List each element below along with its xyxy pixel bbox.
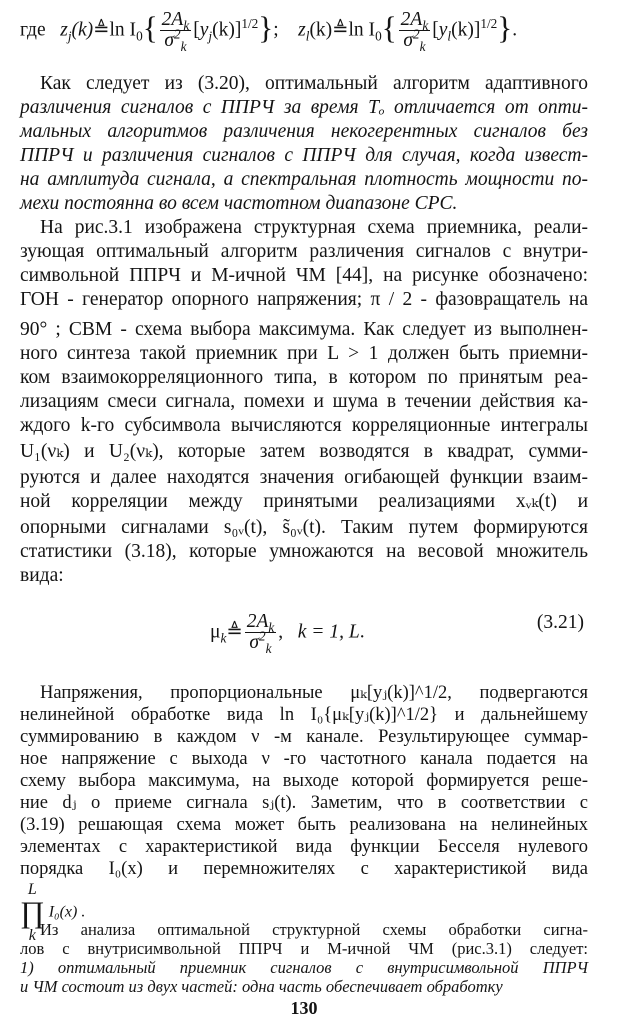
text-line: порядка I₀(x) и перемножителях с характеристикой вида — [20, 859, 588, 879]
text-line: элементах с характеристикой вида функции Бесселя нулевого — [20, 837, 588, 857]
product-formula: L ∏ k I₀(x) . — [20, 881, 86, 944]
text-line: Из анализа оптимальной структурной схемы обработки сигна- — [40, 920, 588, 939]
text-line: U₁(νₖ) и U₂(νₖ), которые затем возводятся в квадрат, сумми- — [20, 441, 588, 462]
text-line: ние dⱼ о приеме сигнала sⱼ(t). Заметим, что в соответствии с — [20, 793, 588, 813]
text-line: ком взаимокорреляционного типа, в котором по принятым реа- — [20, 367, 588, 388]
text-line: нелинейной обработке вида ln I₀{μₖ[yⱼ(k)]^1/2} и дальнейшему — [20, 705, 588, 725]
formula-top: где $z_j(k)≜\ln$ $I_0${ $\frac{2A_k}{\sigma^2_k}$ $[y_j(k)]^{1/2}$}; $z_l(k)≜\ln$ $I_0${ $\frac{2A_k}{\sigma^2_k}$ $[y_l(k)]^{1/2}$}. — [20, 9, 518, 55]
text-line: суммированию в каждом ν -м канале. Результирующее суммар- — [20, 727, 588, 747]
text-line: Как следует из (3.20), оптимальный алгоритм адаптивного — [40, 73, 588, 94]
text-line: лизациям смеси сигнала, помехи и шума в течении действия ка- — [20, 391, 588, 412]
text-line: зующая оптимальный алгоритм различения сигналов с внутри- — [20, 241, 588, 262]
text-line: руются и далее находятся значения огибающей функции взаим- — [20, 467, 588, 488]
text-line: Напряжения, пропорциональные μₖ[yⱼ(k)]^1/2, подвергаются — [40, 683, 588, 703]
text-line: ждого k-го субсимвола вычисляются корреляционные интегралы — [20, 415, 588, 436]
text-line: статистики (3.18), которые умножаются на весовой множитель — [20, 541, 588, 562]
text-line: 1) оптимальный приемник сигналов с внутрисимвольной ППРЧ — [20, 958, 588, 977]
text-line: различения сигналов с ППРЧ за время Tₒ отличается от опти- — [20, 97, 588, 118]
text-line: лов с внутрисимвольной ППРЧ и M-ичной ЧМ (рис.3.1) следует: — [20, 939, 588, 958]
page-number: 130 — [290, 998, 318, 1018]
text-line: ного синтеза такой приемник при L > 1 должен быть приемни- — [20, 343, 588, 364]
text-line: ной корреляции между принятыми реализациями xᵥₖ(t) и — [20, 491, 588, 512]
text-line: символьной ППРЧ и M-ичной ЧМ [44], на рисунке обозначено: — [20, 265, 588, 286]
text-line: ГОН - генератор опорного напряжения; π / 2 - фазовращатель на — [20, 289, 588, 310]
text-line: мехи постоянна во всем частотном диапазоне СРС. — [20, 193, 458, 214]
text-line: 90° ; СВМ - схема выбора максимума. Как следует из выполнен- — [20, 319, 588, 340]
text-line: схему выбора максимума, на выходе которой формируется реше- — [20, 771, 588, 791]
text-line: ное напряжение с выхода ν -го частотного канала подается на — [20, 749, 588, 769]
text-line: (3.19) решающая схема может быть реализована на нелинейных — [20, 815, 588, 835]
text-line: на амплитуда сигнала, а спектральная плотность мощности по- — [20, 169, 588, 190]
text-line: опорными сигналами s₀ᵥ(t), s̃₀ᵥ(t). Таким путем формируются — [20, 517, 588, 538]
text-line: вида: — [20, 565, 64, 586]
text-line: и ЧМ состоит из двух частей: одна часть обеспечивает обработку — [20, 977, 503, 996]
text-line: мальных алгоритмов различения некогерентных сигналов без — [20, 121, 588, 142]
equation-number: (3.21) — [536, 612, 584, 633]
text-line: На рис.3.1 изображена структурная схема приемника, реали- — [40, 217, 588, 238]
text-line: ППРЧ и различения сигналов с ППРЧ для случая, когда извест- — [20, 145, 588, 166]
